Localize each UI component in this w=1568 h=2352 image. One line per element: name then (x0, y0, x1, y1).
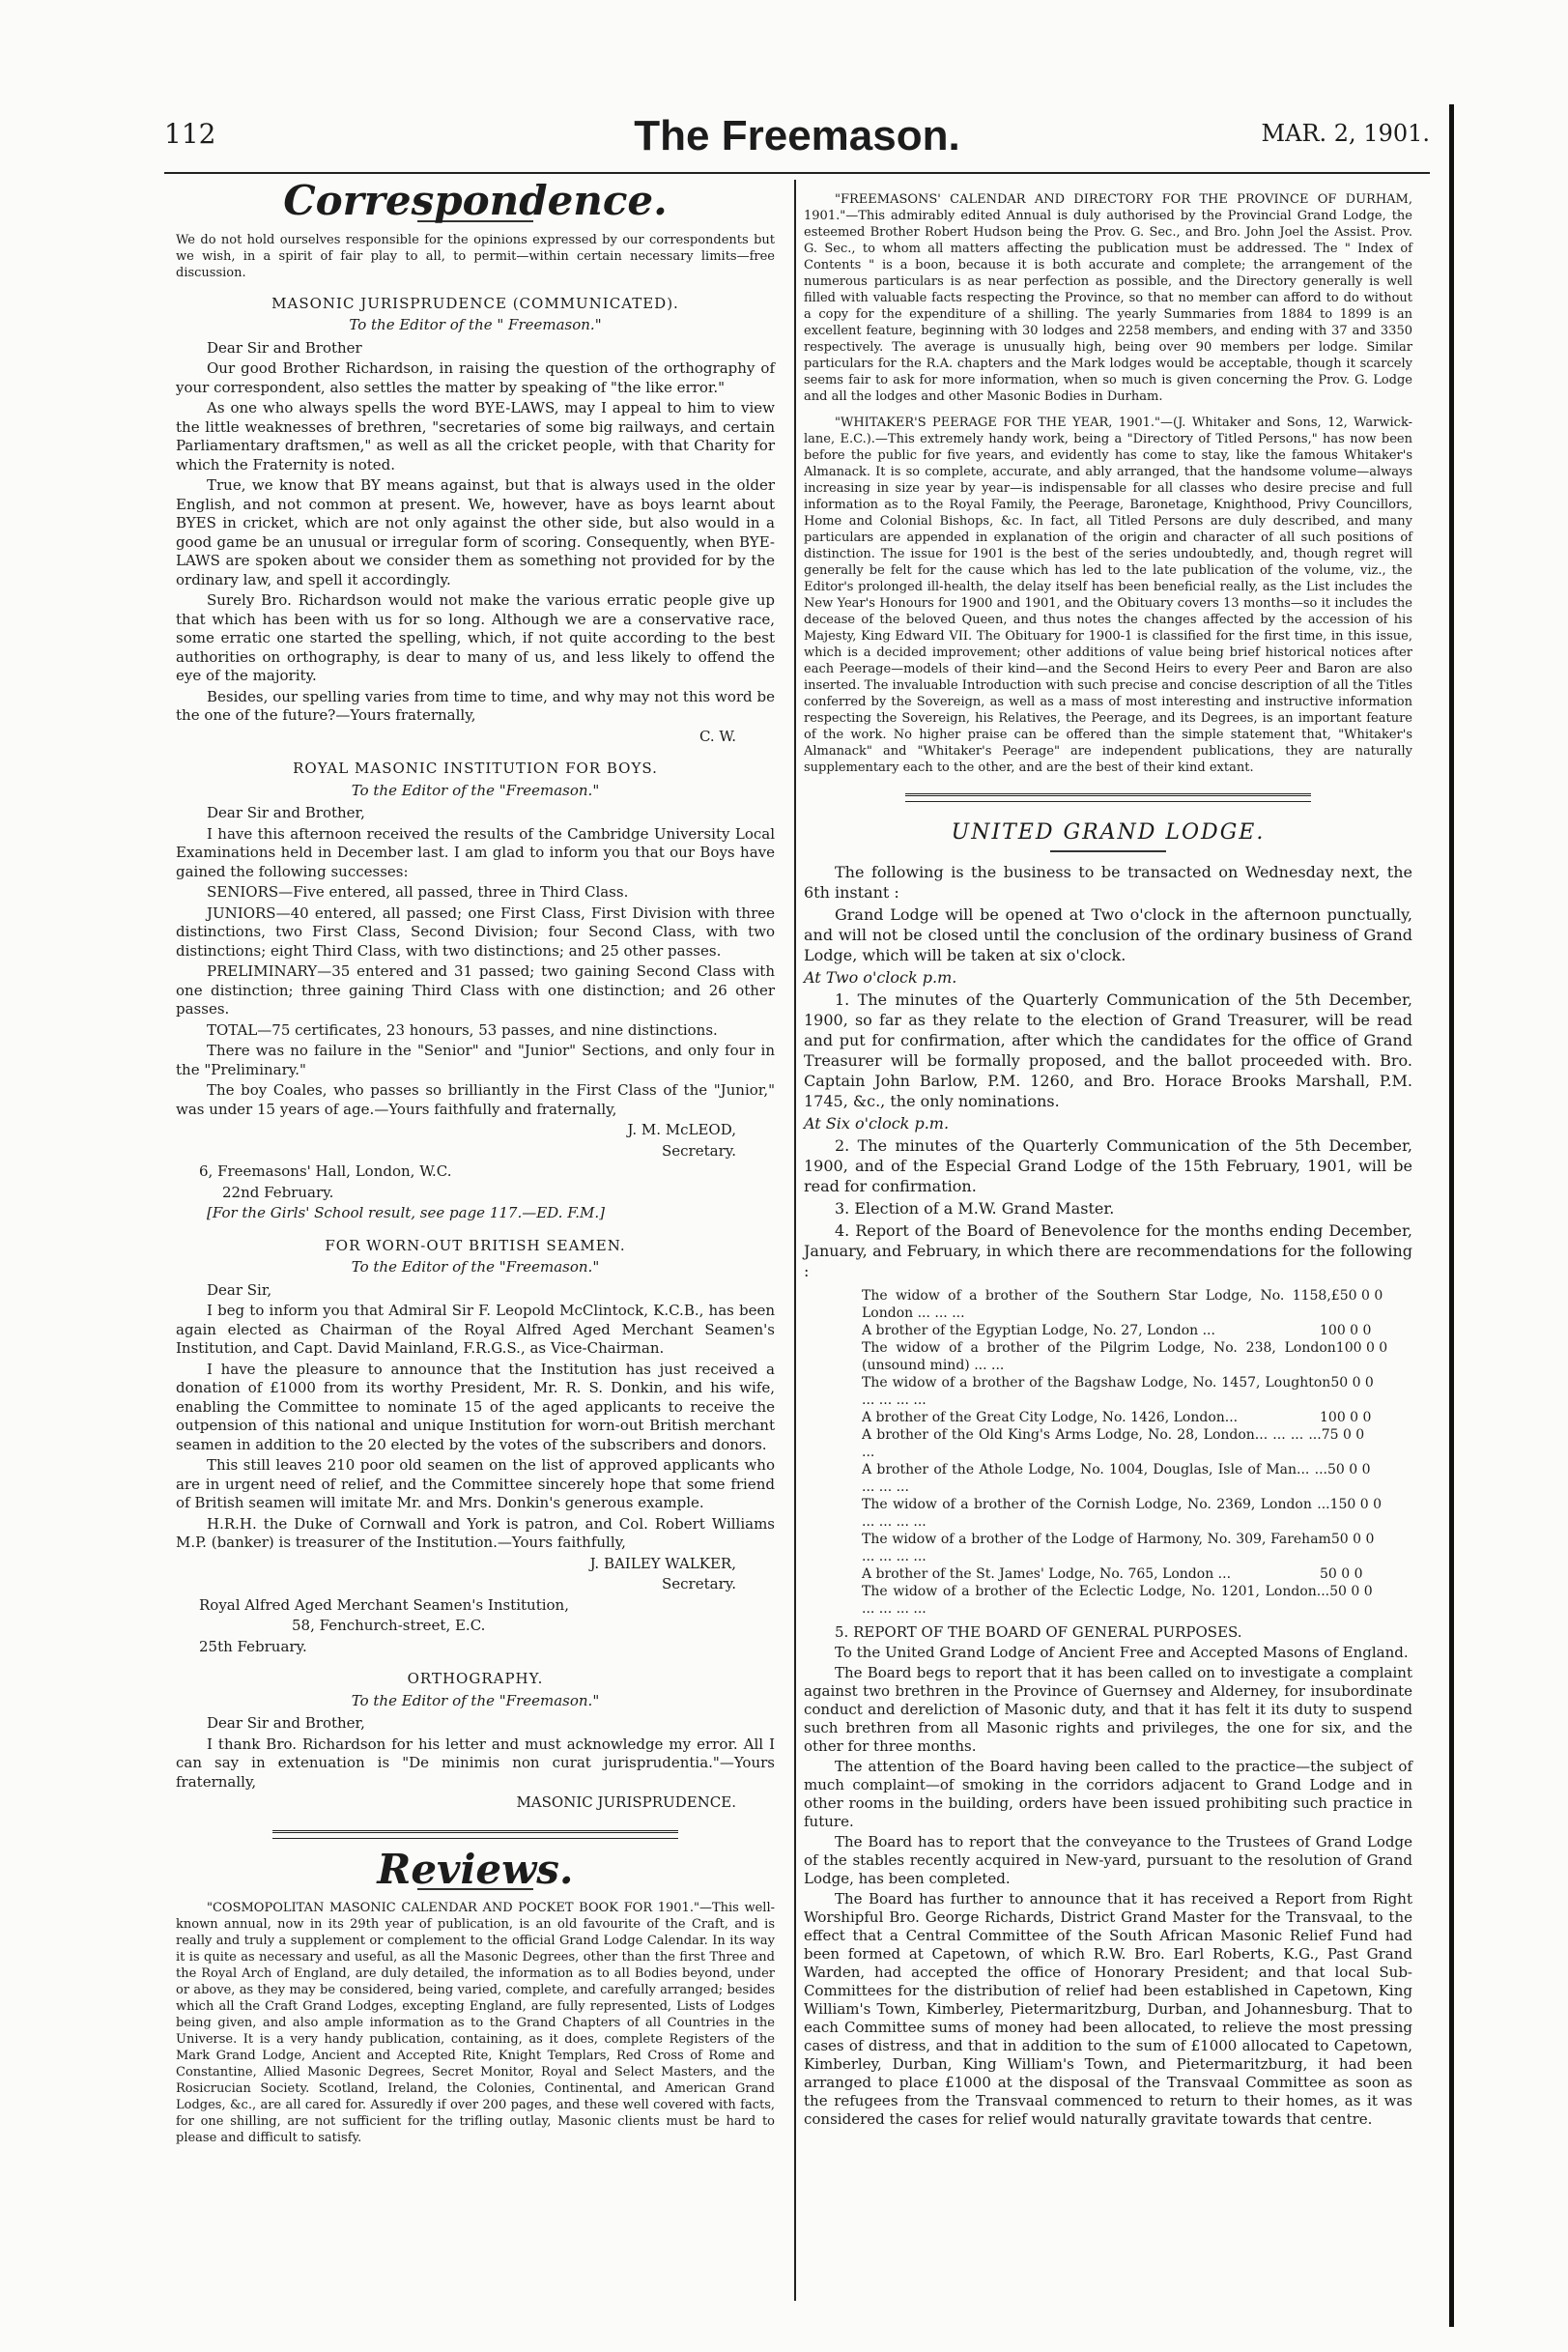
grant-recipient: The widow of a brother of the Bagshaw Lodge, No. 1457, Loughton ... ... ... ... (862, 1374, 1331, 1408)
letter-date: 25th February. (199, 1637, 307, 1655)
grant-amount: 75 0 0 (1321, 1426, 1365, 1443)
grant-row (862, 1565, 1412, 1583)
salutation: Dear Sir and Brother, (207, 1714, 365, 1732)
grant-recipient: The widow of a brother of the Southern Star Lodge, No. 1158, London ... ... ... (862, 1287, 1331, 1321)
grant-recipient: The widow of a brother of the Pilgrim Lodge, No. 238, London (unsound mind) ... ... (862, 1339, 1336, 1373)
paragraph: JUNIORS—40 entered, all passed; one First Class, First Division with three distinctions, two First Class, Second Division; four Second Class, with two distinctions; eight Third Class, with two distinctions; and 25 other passes. (176, 904, 775, 960)
grant-row (862, 1496, 1412, 1531)
grant-amount: 50 0 0 (1329, 1583, 1373, 1599)
grant-amount: 50 0 0 (1330, 1374, 1374, 1391)
divider (1050, 850, 1166, 852)
agenda-item: 2. The minutes of the Quarterly Communication of the 5th December, 1900, and of the Especial Grand Lodge of the 15th February, 1901, will be read for confirmation. (804, 1135, 1412, 1195)
paragraph: The Board begs to report that it has been called on to investigate a complaint against two brethren in the Province of Guernsey and Alderney, for insubordinate conduct and dereliction of Masonic duty, and that it has felt it its duty to suspend such brethren from all Masonic rights and privileges, the one for six, and the other for three months. (804, 1663, 1412, 1755)
signature-title: Secretary. (662, 1141, 736, 1160)
signature: J. BAILEY WALKER, (589, 1554, 736, 1572)
grant-amount: 50 0 0 (1330, 1531, 1375, 1547)
grant-recipient: A brother of the Old King's Arms Lodge, No. 28, London... ... ... ... ... (862, 1426, 1322, 1460)
paragraph: I have this afternoon received the results of the Cambridge University Local Examinations held in December last. I am glad to inform you that our Boys have gained the following successes: (176, 824, 775, 880)
paragraph: I have the pleasure to announce that the Institution has just received a donation of £1000 from its worthy President, Mr. R. S. Donkin, and his wife, enabling the Committee to nominate 15 of the aged applicants to receive the outpension of this national and unique Institution for worn-out British merchant seamen in addition to the 20 elected by the votes of the subscribers and donors. (176, 1360, 775, 1453)
grant-row (862, 1531, 1412, 1565)
letter-addressee: To the Editor of the " Freemason." (349, 316, 602, 333)
paragraph: Besides, our spelling varies from time to time, and why may not this word be the one of the future?—Yours fraternally, (176, 687, 775, 724)
issue-date: MAR. 2, 1901. (1261, 120, 1430, 147)
column-divider (794, 180, 796, 2301)
paragraph: Surely Bro. Richardson would not make the various erratic people give up that which has been with us for so long. Although we are a conservative race, some erratic one started the spelling, which, if not quite according to the best authorities on orthography, is dear to many of us, and less likely to offend the eye of the majority. (176, 591, 775, 684)
salutation: Dear Sir, (207, 1280, 272, 1299)
grant-amount: 50 0 0 (1327, 1461, 1371, 1477)
grant-row (862, 1322, 1412, 1339)
double-rule (272, 1830, 678, 1839)
left-column (176, 177, 775, 2148)
signature-title: Secretary. (662, 1575, 736, 1592)
grant-row (862, 1461, 1412, 1496)
newspaper-title: The Freemason. (634, 112, 960, 159)
grant-row (862, 1287, 1412, 1322)
grant-amount: £50 0 0 (1330, 1287, 1383, 1304)
paragraph: The following is the business to be transacted on Wednesday next, the 6th instant : (804, 862, 1412, 902)
review: "WHITAKER'S PEERAGE FOR THE YEAR, 1901."—(J. Whitaker and Sons, 12, Warwick-lane, E.C.).—This extremely handy work, being a "Directory of Titled Persons," has now been before the public for five years, and evidently has come to stay, like the famous Whitaker's Almanack. It is so complete, accurate, and ably arranged, that the handsome volume—always increasing in size year by year—is indispensable for all classes who desire precise and full information as to the Royal Family, the Peerage, Baronetage, Knighthood, Privy Councillors, Home and Colonial Bishops, &c. In fact, all Titled Persons are duly described, and many particulars are appended in explanation of the origin and character of all such positions of distinction. The issue for 1901 is the best of the series undoubtedly, and, though regret will generally be felt for the cause which has led to the late publication of the volume, viz., the Editor's prolonged ill-health, the delay itself has been beneficial really, as the List includes the New Year's Honours for 1900 and 1901, and the Obituary covers 13 months—so it includes the decease of the beloved Queen, and thus notes the changes affected by the accession of his Majesty, King Edward VII. The Obituary for 1900-1 is classified for the first time, in this issue, which is a decided improvement; other additions of value being brief historical notices after each Peerage—models of their kind—and the Second Heirs to every Peer and Baron are also inserted. The invaluable Introduction with such precise and concise description of all the Titles conferred by the Sovereign, as well as a mass of most interesting and instructive information respecting the Sovereign, his Relatives, the Peerage, and its Degrees, is an important feature of the work. No higher praise can be offered than the simple statement that, "Whitaker's Almanack" and "Whitaker's Peerage" are independent publications, they are naturally supplementary each to the other, and are the best of their kind extant. (804, 416, 1412, 775)
paragraph: The Board has further to announce that it has received a Report from Right Worshipful Bro. George Richards, District Grand Master for the Transvaal, to the effect that a Central Committee of the South African Masonic Relief Fund had been formed at Capetown, of which R.W. Bro. Earl Roberts, K.G., Past Grand Warden, had accepted the office of Honorary President; and that local Sub-Committees for the distribution of relief had been established in Capetown, King William's Town, Kimberley, Pietermaritzburg, Durban, and Johannesburg. That to each Committee sums of money had been allocated, to relieve the most pressing cases of distress, and that in addition to the sum of £1000 allocated to Capetown, Kimberley, Durban, King William's Town, and Pietermaritzburg, it had been arranged to place £1000 at the disposal of the Transvaal Committee as soon as the refugees from the Transvaal commenced to return to their homes, as it was considered the cases for relief would naturally gravitate towards that centre. (804, 1889, 1412, 2128)
letter-addressee: To the Editor of the "Freemason." (351, 1691, 600, 1709)
review: "COSMOPOLITAN MASONIC CALENDAR AND POCKET BOOK FOR 1901."—This well-known annual, now in its 29th year of publication, is an old favourite of the Craft, and is really and truly a supplement or complement to the official Grand Lodge Calendar. In its way it is quite as necessary and useful, as all the Masonic Degrees, other than the first Three and the Royal Arch of England, are duly detailed, the information as to all Bodies beyond, under or above, as they may be considered, being varied, complete, and carefully arranged; besides which all the Craft Grand Lodges, excepting England, are fully represented, Lists of Lodges being given, and also ample information as to the Grand Chapters of all Countries in the Universe. It is a very handy publication, containing, as it does, complete Registers of the Mark Grand Lodge, Ancient and Accepted Rite, Knight Templars, Red Cross of Rome and Constantine, Allied Masonic Degrees, Secret Monitor, Royal and Select Masters, and the Rosicrucian Society. Scotland, Ireland, the Colonies, Continental, and American Grand Lodges, &c., are all cared for. Assuredly if over 200 pages, and these well covered with facts, for one shilling, are not sufficient for the trifling outlay, Masonic clients must be hard to please and difficult to satisfy. (176, 1901, 775, 2145)
disclaimer: We do not hold ourselves responsible for the opinions expressed by our correspondents but we wish, in a spirit of fair play to all, to permit—within certain necessary limits—free discussion. (176, 232, 775, 280)
letter-date: 22nd February. (222, 1183, 334, 1201)
grant-recipient: The widow of a brother of the Lodge of Harmony, No. 309, Fareham ... ... ... ... (862, 1531, 1331, 1564)
signature: J. M. McLEOD, (627, 1121, 736, 1138)
paragraph: I thank Bro. Richardson for his letter and must acknowledge my error. All I can say in extenuation is "De minimis non curat jurisprudentia."—Yours fraternally, (176, 1735, 775, 1791)
paragraph: As one who always spells the word BYE-LAWS, may I appeal to him to view the little weaknesses of brethren, "secretaries of some big railways, and certain Parliamentary draftsmen," as well as all the cricket people, with that Charity for which the Fraternity is noted. (176, 399, 775, 473)
page-number: 112 (164, 118, 216, 150)
time-heading: At Six o'clock p.m. (804, 1113, 950, 1133)
address: Royal Alfred Aged Merchant Seamen's Institution, (199, 1595, 569, 1614)
letter-heading: ORTHOGRAPHY. (407, 1670, 544, 1687)
masthead (164, 112, 1430, 170)
paragraph: I beg to inform you that Admiral Sir F. Leopold McClintock, K.C.B., has been again elected as Chairman of the Royal Alfred Aged Merchant Seamen's Institution, and Capt. David Mainland, F.R.G.S., as Vice-Chairman. (176, 1302, 775, 1357)
salutation: Dear Sir and Brother, (207, 804, 365, 821)
double-rule (905, 793, 1311, 802)
letter-addressee: To the Editor of the "Freemason." (351, 1258, 600, 1276)
grant-row (862, 1339, 1412, 1374)
grant-recipient: A brother of the Athole Lodge, No. 1004, Douglas, Isle of Man... ... ... ... ... (862, 1461, 1327, 1495)
grant-amount: 100 0 0 (1335, 1339, 1388, 1356)
letter-heading: MASONIC JURISPRUDENCE (COMMUNICATED). (271, 294, 679, 312)
paragraph: The attention of the Board having been called to the practice—the subject of much complaint—of smoking in the corridors adjacent to Grand Lodge and in other rooms in the building, orders have been issued prohibiting such practice in future. (804, 1757, 1412, 1830)
right-column (804, 191, 1412, 2131)
grant-recipient: The widow of a brother of the Eclectic Lodge, No. 1201, London... ... ... ... ... (862, 1583, 1330, 1617)
paragraph: To the United Grand Lodge of Ancient Free and Accepted Masons of England. (835, 1643, 1409, 1661)
grant-row (862, 1583, 1412, 1618)
agenda-item: 4. Report of the Board of Benevolence for the months ending December, January, and February, in which there are recommendations for the following : (804, 1220, 1412, 1280)
correspondence-title: Correspondence. (283, 177, 668, 224)
letter-addressee: To the Editor of the "Freemason." (351, 781, 600, 799)
signature: MASONIC JURISPRUDENCE. (516, 1793, 736, 1811)
header-rule (164, 172, 1430, 174)
grant-row (862, 1426, 1412, 1461)
signature: C. W. (698, 727, 736, 745)
paragraph: True, we know that BY means against, but that is always used in the older English, and not common at present. We, however, have as boys learnt about BYES in cricket, which are not only against the other side, but also would in a good game be an unusual or irregular form of scoring. Consequently, when BYE-LAWS are spoken about we consider them as something not provided for by the ordinary law, and spell it accordingly. (176, 476, 775, 588)
grant-recipient: A brother of the Egyptian Lodge, No. 27, London ... (862, 1322, 1215, 1338)
letter-heading: FOR WORN-OUT BRITISH SEAMEN. (325, 1236, 626, 1254)
grant-recipient: A brother of the Great City Lodge, No. 1426, London... (862, 1409, 1239, 1425)
agenda-item: 1. The minutes of the Quarterly Communication of the 5th December, 1900, so far as they relate to the election of Grand Treasurer, will be read and put for confirmation, after which the candidates for the office of Grand Treasurer will be formally proposed, and the ballot proceeded with. Bro. Captain John Barlow, P.M. 1260, and Bro. Horace Brooks Marshall, P.M. 1745, &c., the only nominations. (804, 990, 1412, 1110)
time-heading: At Two o'clock p.m. (804, 967, 957, 987)
grant-amount: 50 0 0 (1320, 1565, 1363, 1582)
review: "FREEMASONS' CALENDAR AND DIRECTORY FOR THE PROVINCE OF DURHAM, 1901."—This admirably edited Annual is duly authorised by the Provincial Grand Lodge, the esteemed Brother Robert Hudson being the Prov. G. Sec., and Bro. John Joel the Assist. Prov. G. Sec., to whom all matters affecting the publication must be addressed. The " Index of Contents " is a boon, because it is both accurate and complete; the arrangement of the numerous particulars is as near perfection as possible, and the Directory generally is well filled with valuable facts respecting the Province, so that no member can afford to do without a copy for the expenditure of a shilling. The yearly Summaries from 1884 to 1899 is an excellent feature, beginning with 30 lodges and 2258 members, and ending with 37 and 3350 respectively. The average is unusually high, being over 90 members per lodge. Similar particulars for the R.A. chapters and the Mark lodges would be acceptable, though it scarcely seems fair to ask for more information, when so much is given concerning the Prov. G. Lodge and all the lodges and other Masonic Bodies in Durham. (804, 192, 1412, 404)
letter-heading: ROYAL MASONIC INSTITUTION FOR BOYS. (293, 760, 658, 777)
paragraph: The boy Coales, who passes so brilliantly in the First Class of the "Junior," was under 15 years of age.—Yours faithfully and fraternally, (176, 1081, 775, 1118)
address: 58, Fenchurch-street, E.C. (292, 1617, 486, 1634)
paragraph: This still leaves 210 poor old seamen on the list of approved applicants who are in urgent need of relief, and the Committee sincerely hope that some friend of British seamen will imitate Mr. and Mrs. Donkin's generous example. (176, 1456, 775, 1511)
paragraph: Our good Brother Richardson, in raising the question of the orthography of your correspondent, also settles the matter by speaking of "the like error." (176, 359, 775, 396)
paragraph: There was no failure in the "Senior" and "Junior" Sections, and only four in the "Preliminary." (176, 1042, 775, 1078)
paragraph: PRELIMINARY—35 entered and 31 passed; two gaining Second Class with one distinction; three gaining Third Class with one distinction; and 26 other passes. (176, 962, 775, 1018)
united-grand-lodge-title: UNITED GRAND LODGE. (951, 820, 1266, 845)
grant-recipient: A brother of the St. James' Lodge, No. 765, London ... (862, 1565, 1232, 1582)
grant-amount: 150 0 0 (1329, 1496, 1383, 1512)
paragraph: TOTAL—75 certificates, 23 honours, 53 passes, and nine distinctions. (207, 1020, 718, 1039)
paragraph: H.R.H. the Duke of Cornwall and York is patron, and Col. Robert Williams M.P. (banker) is treasurer of the Institution.—Yours faithfully, (176, 1514, 775, 1551)
agenda-item: 5. REPORT OF THE BOARD OF GENERAL PURPOSES. (835, 1622, 1242, 1641)
grant-amount: 100 0 0 (1320, 1322, 1372, 1338)
salutation: Dear Sir and Brother (207, 338, 362, 357)
paragraph: Grand Lodge will be opened at Two o'clock in the afternoon punctually, and will not be closed until the conclusion of the ordinary business of Grand Lodge, which will be taken at six o'clock. (804, 904, 1412, 964)
grant-recipient: The widow of a brother of the Cornish Lodge, No. 2369, London ... ... ... ... ... (862, 1496, 1330, 1530)
paragraph: The Board has to report that the conveyance to the Trustees of Grand Lodge of the stables recently acquired in New-yard, pursuant to the resolution of Grand Lodge, has been completed. (804, 1832, 1412, 1887)
paragraph: SENIORS—Five entered, all passed, three in Third Class. (207, 883, 629, 901)
address: 6, Freemasons' Hall, London, W.C. (199, 1162, 452, 1180)
reviews-title: Reviews. (377, 1845, 574, 1893)
editor-note: [For the Girls' School result, see page 117.—ED. F.M.] (207, 1204, 606, 1221)
grant-amount: 100 0 0 (1320, 1409, 1372, 1425)
grant-row (862, 1409, 1412, 1426)
grant-row (862, 1374, 1412, 1409)
agenda-item: 3. Election of a M.W. Grand Master. (835, 1198, 1115, 1218)
benevolence-grants (862, 1287, 1412, 1618)
page-edge-rule (1449, 104, 1454, 2327)
